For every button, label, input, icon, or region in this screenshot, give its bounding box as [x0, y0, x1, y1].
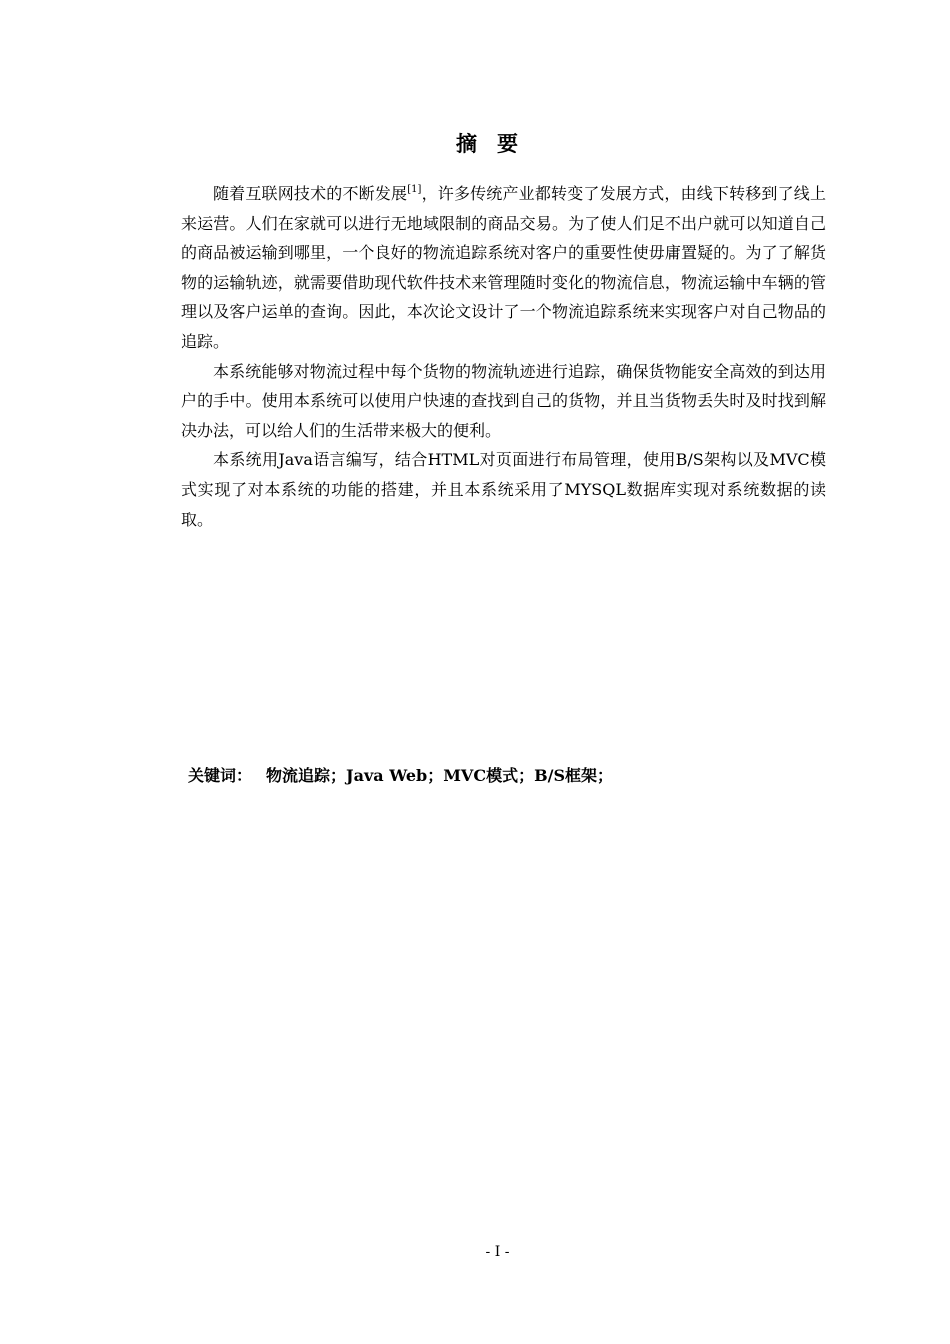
abstract-body	[181, 179, 826, 534]
keywords-line	[188, 763, 828, 789]
abstract-title: 摘要	[456, 132, 538, 156]
keywords-text: 物流追踪；Java Web；MVC模式；B/S框架；	[266, 766, 614, 785]
abstract-paragraph-3: 本系统用Java语言编写，结合HTML对页面进行布局管理，使用B/S架构以及MVC模式实现了对本系统的功能的搭建，并且本系统采用了MYSQL数据库实现对系统数据的读取。	[181, 450, 826, 529]
paragraph-1-text-end: ，许多传统产业都转变了发展方式，由线下转移到了线上来运营。人们在家就可以进行无地域限制的商品交易。为了使人们足不出户就可以知道自己的商品被运输到哪里，一个良好的物流追踪系统对客户的重要性使毋庸置疑的。为了了解货物的运输轨迹，就需要借助现代软件技术来管理随时变化的物流信息，物流运输中车辆的管理以及客户运单的查询。因此，本次论文设计了一个物流追踪系统来实现客户对自己物品的追踪。	[181, 184, 826, 351]
abstract-paragraph-1	[181, 179, 826, 357]
page-number: - I -	[485, 1244, 510, 1260]
citation-reference: [1]	[407, 184, 422, 195]
abstract-paragraph-2: 本系统能够对物流过程中每个货物的物流轨迹进行追踪，确保货物能安全高效的到达用户的手中。使用本系统可以使用户快速的查找到自己的货物，并且当货物丢失时及时找到解决办法，可以给人们的生活带来极大的便利。	[181, 361, 826, 440]
keywords-label: 关键词：	[188, 766, 253, 785]
paragraph-1-text-start: 随着互联网技术的不断发展	[213, 184, 408, 203]
